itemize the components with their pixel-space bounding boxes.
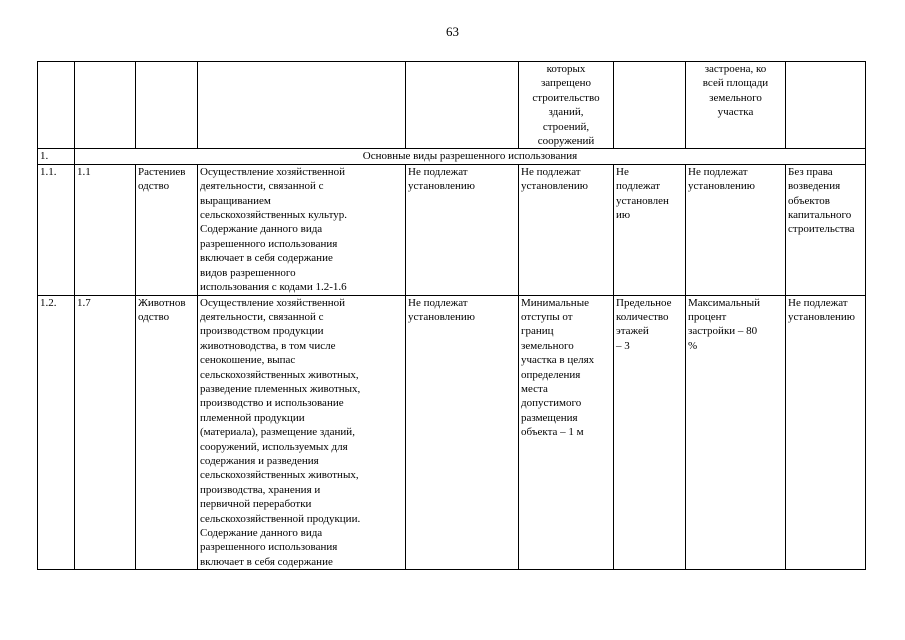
section-row bbox=[38, 149, 866, 164]
table-row bbox=[38, 164, 866, 295]
header-cell-3 bbox=[136, 62, 198, 149]
row-name: Растениев одство bbox=[136, 164, 198, 295]
row-name: Животнов одство bbox=[136, 295, 198, 570]
row-setbacks: Не подлежат установлению bbox=[519, 164, 614, 295]
header-cell-2 bbox=[75, 62, 136, 149]
header-cell-setbacks: которых запрещено строительство зданий, строений, сооружений bbox=[519, 62, 614, 149]
section-title: Основные виды разрешенного использования bbox=[75, 149, 866, 164]
land-use-regulations-table bbox=[37, 61, 866, 570]
row-description: Осуществление хозяйственной деятельности, связанной с производством продукции животноводства, в том числе сенокошение, выпас сельскохозяйственных животных, разведение племенных животных, производство и использование племенной продукции (материала), размещение зданий, сооружений, используемых для содержания и разведения сельскохозяйственных животных, производства, хранения и первичной переработки сельскохозяйственной продукции. Содержание данного вида разрешенного использования включает в себя содержание bbox=[198, 295, 406, 570]
row-other: Без права возведения объектов капитального строительства bbox=[786, 164, 866, 295]
row-area: Не подлежат установлению bbox=[406, 164, 519, 295]
header-cell-7 bbox=[614, 62, 686, 149]
row-floors: Предельное количество этажей – 3 bbox=[614, 295, 686, 570]
table-row bbox=[38, 295, 866, 570]
row-floors: Не подлежат установлен ию bbox=[614, 164, 686, 295]
header-cell-1 bbox=[38, 62, 75, 149]
row-code: 1.7 bbox=[75, 295, 136, 570]
row-setbacks: Минимальные отступы от границ земельного участка в целях определения места допустимого размещения объекта – 1 м bbox=[519, 295, 614, 570]
row-number: 1.1. bbox=[38, 164, 75, 295]
row-other: Не подлежат установлению bbox=[786, 295, 866, 570]
header-cell-coverage: застроена, ко всей площади земельного участка bbox=[686, 62, 786, 149]
row-number: 1.2. bbox=[38, 295, 75, 570]
row-area: Не подлежат установлению bbox=[406, 295, 519, 570]
row-code: 1.1 bbox=[75, 164, 136, 295]
header-cell-4 bbox=[198, 62, 406, 149]
row-coverage: Не подлежат установлению bbox=[686, 164, 786, 295]
page-number: 63 bbox=[446, 24, 459, 39]
row-coverage: Максимальный процент застройки – 80 % bbox=[686, 295, 786, 570]
section-number: 1. bbox=[38, 149, 75, 164]
header-cell-5 bbox=[406, 62, 519, 149]
header-continuation-row bbox=[38, 62, 866, 149]
row-description: Осуществление хозяйственной деятельности, связанной с выращиванием сельскохозяйственных культур. Содержание данного вида разрешенного использования включает в себя содержание видов разрешенного использования с кодами 1.2-1.6 bbox=[198, 164, 406, 295]
header-cell-9 bbox=[786, 62, 866, 149]
